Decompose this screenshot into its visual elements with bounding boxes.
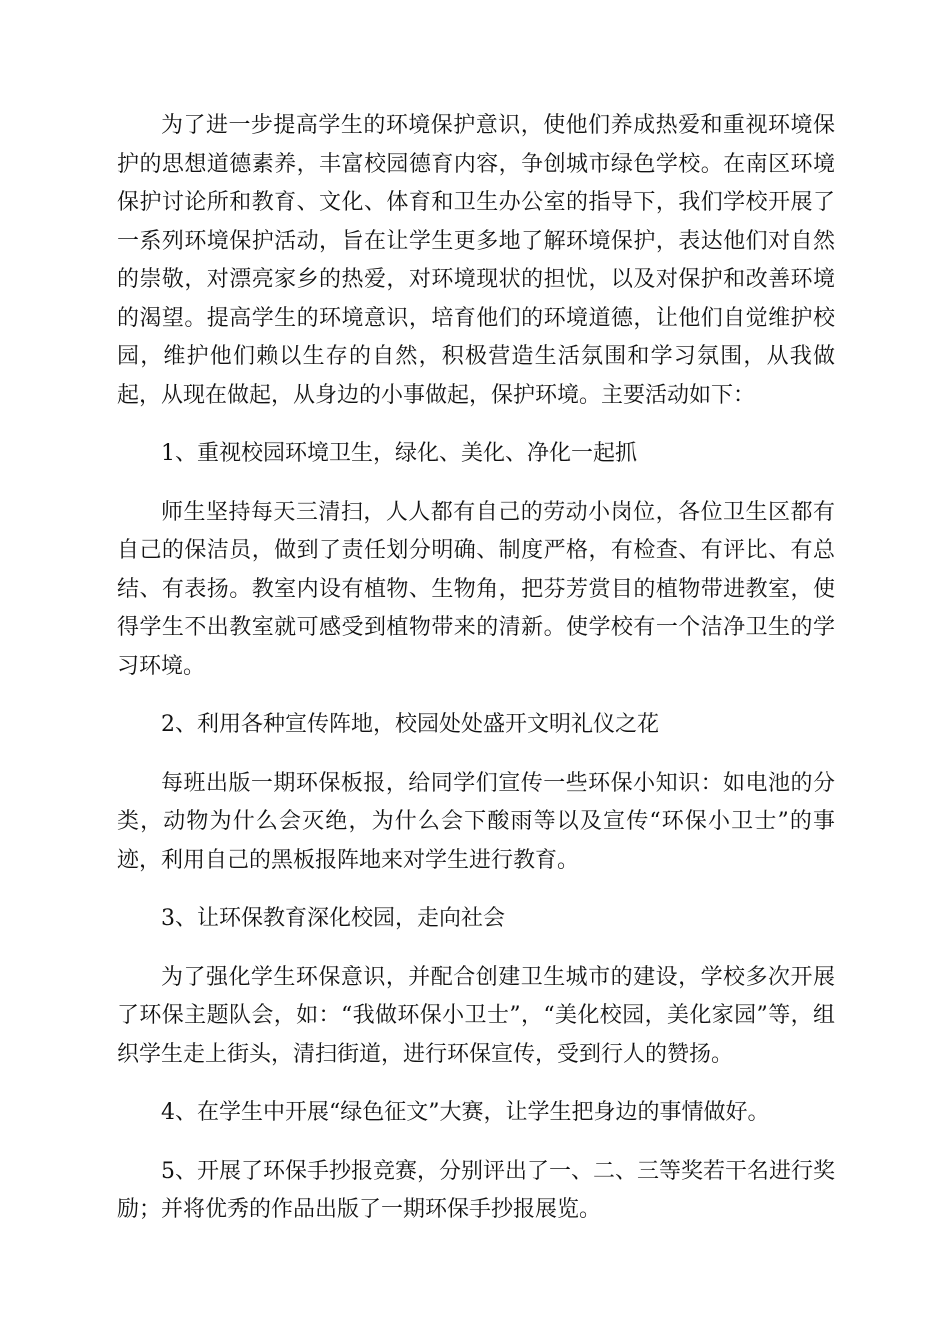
document-body — [117, 107, 835, 1230]
section-body-3: 为了强化学生环保意识，并配合创建卫生城市的建设，学校多次开展了环保主题队会，如：“我做环保小卫士”，“美化校园，美化家园”等，组织学生走上街头，清扫街道，进行环保宣传，受到行人的赞扬。 — [117, 964, 835, 1067]
section-heading-3: 3、让环保教育深化校园，走向社会 — [161, 906, 505, 931]
section-heading-2: 2、利用各种宣传阵地，校园处处盛开文明礼仪之花 — [161, 712, 659, 737]
intro-paragraph: 为了进一步提高学生的环境保护意识，使他们养成热爱和重视环境保护的思想道德素养，丰富校园德育内容，争创城市绿色学校。在南区环境保护讨论所和教育、文化、体育和卫生办公室的指导下，我们学校开展了一系列环境保护活动，旨在让学生更多地了解环境保护，表达他们对自然的崇敬，对漂亮家乡的热爱，对环境现状的担忧，以及对保护和改善环境的渴望。提高学生的环境意识，培育他们的环境道德，让他们自觉维护校园，维护他们赖以生存的自然，积极营造生活氛围和学习氛围，从我做起，从现在做起，从身边的小事做起，保护环境。主要活动如下： — [117, 113, 835, 408]
section-item-5: 5、开展了环保手抄报竞赛，分别评出了一、二、三等奖若干名进行奖励；并将优秀的作品出版了一期环保手抄报展览。 — [117, 1158, 835, 1222]
section-item-4: 4、在学生中开展“绿色征文”大赛，让学生把身边的事情做好。 — [161, 1100, 770, 1125]
section-body-2: 每班出版一期环保板报，给同学们宣传一些环保小知识：如电池的分类，动物为什么会灭绝，为什么会下酸雨等以及宣传“环保小卫士”的事迹，利用自己的黑板报阵地来对学生进行教育。 — [117, 770, 835, 873]
section-body-1: 师生坚持每天三清扫，人人都有自己的劳动小岗位，各位卫生区都有自己的保洁员，做到了责任划分明确、制度严格，有检查、有评比、有总结、有表扬。教室内设有植物、生物角，把芬芳赏目的植物带进教室，使得学生不出教室就可感受到植物带来的清新。使学校有一个洁净卫生的学习环境。 — [117, 499, 835, 679]
section-heading-1: 1、重视校园环境卫生，绿化、美化、净化一起抓 — [161, 441, 637, 466]
